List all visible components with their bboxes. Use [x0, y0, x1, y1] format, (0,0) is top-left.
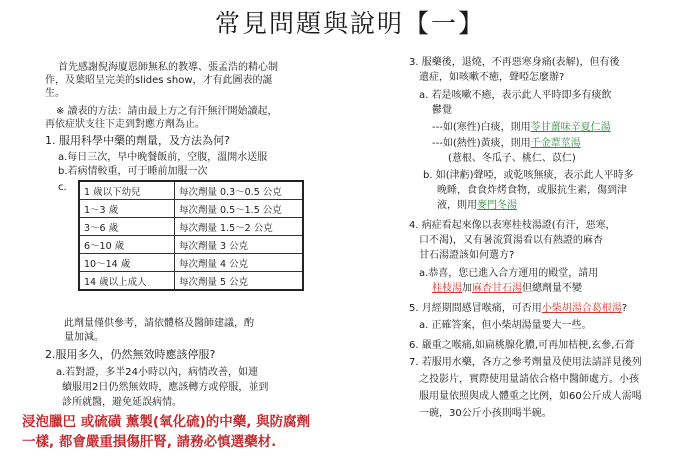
question-5-text: 5. 月經期間感冒喉痛，可否用 — [409, 303, 542, 314]
method-line-1: ※ 讀表的方法：請由最上方之有汗無汗開始讀起， — [56, 106, 278, 117]
question-4-line-3: 甘石湯證該如何選方? — [419, 250, 515, 261]
answer-2a-line-3: 診所就醫，避免延誤病情。 — [62, 397, 182, 408]
age-cell: 6～10 歲 — [79, 236, 175, 254]
white-phlegm-text: ---如(寒性)白痰，則用 — [432, 122, 531, 133]
maimendong-formula-link[interactable]: 麥門冬湯 — [477, 200, 517, 211]
table-row — [79, 200, 303, 218]
answer-1a: a.每日三次，早中晚餐飯前，空腹，溫開水送服 — [58, 152, 268, 163]
answer-2a-line-2: 續服用2日仍然無效時，應該轉方或停服，並到 — [62, 382, 269, 393]
question-7-line-4: 一碗，30公斤小孩則喝半碗。 — [419, 408, 552, 419]
yellow-phlegm-formula-link[interactable]: 千金葦莖湯 — [530, 138, 581, 149]
question-3-line-1: 3. 服藥後，退燒，不再惡寒身痛(表解)，但有後 — [409, 57, 620, 68]
yellow-phlegm-text: ---如(熱性)黃痰，則用 — [432, 138, 531, 149]
question-7-line-3: 服用量依照與成人體重之比例，如60公斤成人需喝 — [419, 391, 642, 402]
intro-line-3: 生。 — [45, 88, 65, 99]
answer-3b-line-3 — [437, 198, 517, 213]
white-phlegm-formula-link[interactable]: 苓甘薑味辛夏仁湯 — [530, 122, 611, 133]
question-6: 6. 嚴重之喉痛,如扁桃腺化膿,可再加桔梗,玄參,石膏 — [409, 340, 635, 351]
herbs-list: (薏根、冬瓜子、桃仁、苡仁) — [448, 153, 576, 164]
answer-4a-mid: 加 — [462, 283, 472, 294]
answer-3a-line-2: 鬱覺 — [432, 105, 452, 116]
method-line-2: 再依症狀支往下走到對應方劑為止。 — [45, 119, 205, 130]
intro-line-1: 首先感謝倪海廈恩師無私的教導、張孟浩的精心制 — [58, 62, 278, 73]
question-5 — [409, 301, 627, 316]
dose-cell: 每次劑量 3 公克 — [175, 236, 304, 254]
answer-4a-line-2 — [432, 281, 582, 296]
dose-cell: 每次劑量 5 公克 — [175, 272, 304, 291]
guizhi-formula-link[interactable]: 桂枝湯 — [432, 283, 462, 294]
age-cell: 10～14 歲 — [79, 254, 175, 272]
question-3-line-2: 遺症，如咳嗽不癒，聲啞怎麼辦? — [419, 72, 565, 83]
question-7-line-2: 之投影片，實際使用量請依合格中醫師處方。小孩 — [419, 374, 639, 385]
table-row — [79, 272, 303, 291]
age-cell: 1～3 歲 — [79, 200, 175, 218]
answer-3b-text: 液，則用 — [437, 200, 477, 211]
answer-3a-white-phlegm — [432, 120, 611, 135]
age-cell: 1 歲以下幼兒 — [79, 181, 175, 200]
dose-note-1: 此劑量僅供參考，請依體格及醫師建議，酌 — [64, 318, 254, 329]
answer-1c: c. — [58, 182, 67, 193]
intro-line-2: 作，及葉昭呈完美的slides show，才有此圖表的誕 — [45, 75, 273, 86]
page-title: 常見問題與說明【一】 — [214, 9, 485, 38]
answer-1b: b.若病情較重，可于睡前加服一次 — [58, 166, 208, 177]
table-row — [79, 236, 303, 254]
question-4-line-2: 口不渴)，又有暑流質湯看以有熱證的麻杏 — [419, 235, 603, 246]
question-2: 2.服用多久，仍然無效時應該停服? — [45, 348, 216, 361]
answer-3a-yellow-phlegm — [432, 136, 581, 151]
question-1: 1. 服用科學中藥的劑量，及方法為何? — [45, 134, 230, 147]
warning-line-1: 浸泡臘巴 或硫磺 薰製(氧化硫)的中藥, 與防腐劑 — [22, 414, 311, 430]
answer-5a: a. 正確答案，但小柴胡湯量要大一些。 — [419, 320, 592, 331]
dose-cell: 每次劑量 4 公克 — [175, 254, 304, 272]
age-cell: 3～6 歲 — [79, 218, 175, 236]
table-row — [79, 181, 303, 200]
answer-4a-line-1: a.恭喜，您已進入合方運用的殿堂，請用 — [419, 268, 599, 279]
answer-3a-line-1: a. 若是咳嗽不癒，表示此人平時即多有痰飲 — [419, 90, 612, 101]
maxing-formula-link[interactable]: 麻杏甘石湯 — [472, 283, 522, 294]
table-row — [79, 254, 303, 272]
dose-cell: 每次劑量 1.5～2 公克 — [175, 218, 304, 236]
answer-3b-line-1: b. 如(津虧)聲啞，或乾咳無痰，表示此人平時多 — [423, 170, 634, 181]
question-7-line-1: 7. 若服用水藥，各方之參考劑量及使用法請詳見後列 — [409, 357, 642, 368]
question-4-line-1: 4. 病症看起來像以表寒桂枝湯證(有汗，惡寒， — [409, 220, 616, 231]
answer-3b-line-2: 晚睡，食食炸烤食物，或服抗生素，傷到津 — [437, 185, 627, 196]
dose-cell: 每次劑量 0.5～1.5 公克 — [175, 200, 304, 218]
table-row — [79, 218, 303, 236]
xiaochaihu-formula-link[interactable]: 小柴胡湯合葛根湯 — [541, 303, 622, 314]
dose-cell: 每次劑量 0.3～0.5 公克 — [175, 181, 304, 200]
question-5-end: ? — [621, 303, 628, 314]
dose-table — [78, 180, 304, 291]
age-cell: 14 歲以上成人 — [79, 272, 175, 291]
dose-note-2: 量加減。 — [64, 332, 104, 343]
answer-2a-line-1: a.若對證，多半24小時以內，病情改善，如連 — [56, 367, 259, 378]
warning-line-2: 一樣, 都會嚴重損傷肝腎, 請務必慎選藥材. — [22, 434, 277, 450]
answer-4a-end: 但總劑量不變 — [522, 283, 582, 294]
